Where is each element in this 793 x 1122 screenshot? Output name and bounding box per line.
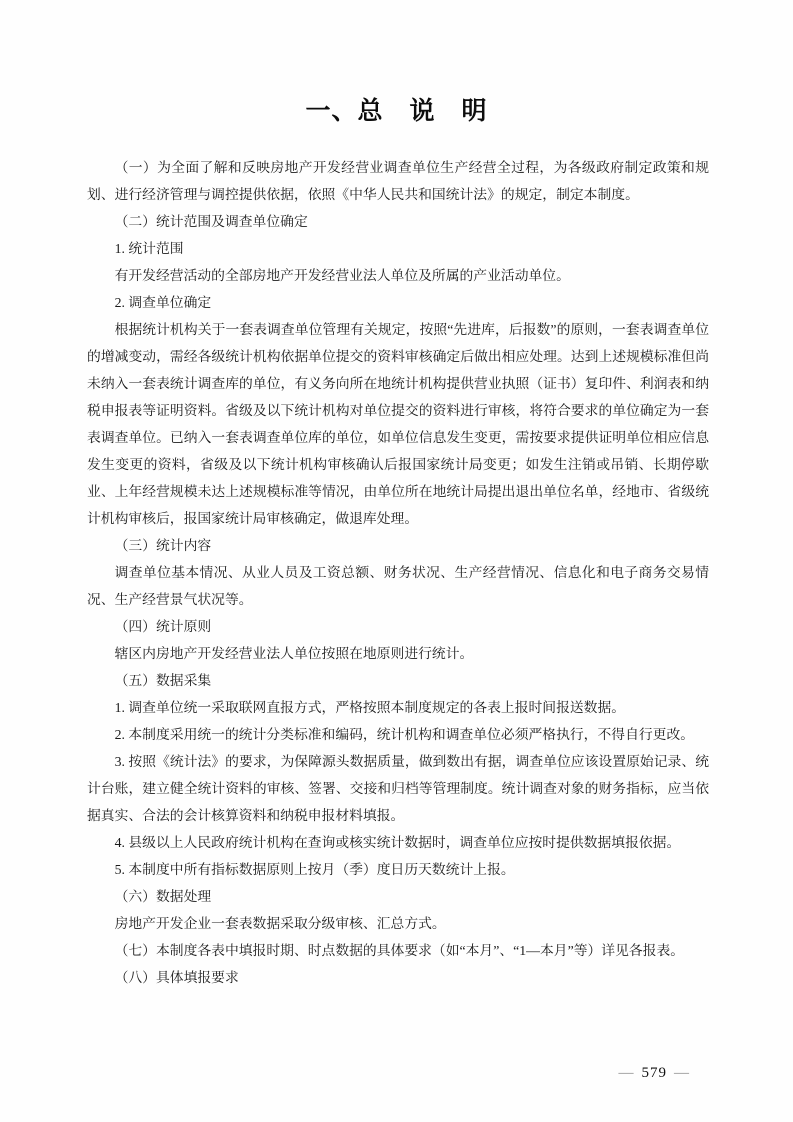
section-3-heading: （三）统计内容: [114, 538, 212, 553]
section-5-item-3: 3. 按照《统计法》的要求，为保障源头数据质量，做到数出有据，调查单位应该设置原始记录、统计台账，建立健全统计资料的审核、签署、交接和归档等管理制度。统计调查对象的财务指标，应当依据真实、合法的会计核算资料和纳税申报材料填报。: [87, 754, 709, 823]
subsection-2-1-heading: 1. 统计范围: [114, 241, 184, 256]
page-footer: [593, 1048, 698, 1099]
section-5-item-4: 4. 县级以上人民政府统计机构在查询或核实统计数据时，调查单位应按时提供数据填报依据。: [114, 835, 681, 850]
footer-right-dash: —: [674, 1065, 690, 1081]
section-3-body: 调查单位基本情况、从业人员及工资总额、财务状况、生产经营情况、信息化和电子商务交易情况、生产经营景气状况等。: [87, 565, 709, 607]
section-4-heading: （四）统计原则: [114, 619, 212, 634]
section-4-body: 辖区内房地产开发经营业法人单位按照在地原则进行统计。: [114, 646, 474, 661]
section-8-heading: （八）具体填报要求: [114, 970, 239, 985]
page-title: 一、总 说 明: [305, 97, 488, 125]
subsection-2-2-heading: 2. 调查单位确定: [114, 295, 212, 310]
footer-left-dash: —: [618, 1065, 635, 1081]
section-2-heading: （二）统计范围及调查单位确定: [114, 214, 308, 229]
section-5-item-5: 5. 本制度中所有指标数据原则上按月（季）度日历天数统计上报。: [114, 862, 515, 877]
subsection-2-2-body: 根据统计机构关于一套表调查单位管理有关规定，按照“先进库，后报数”的原则，一套表调查单位的增减变动，需经各级统计机构依据单位提交的资料审核确定后做出相应处理。达到上述规模标准但尚未纳入一套表统计调查库的单位，有义务向所在地统计机构提供营业执照（证书）复印件、利润表和纳税申报表等证明资料。省级及以下统计机构对单位提交的资料进行审核，将符合要求的单位确定为一套表调查单位。已纳入一套表调查单位库的单位，如单位信息发生变更，需按要求提供证明单位相应信息发生变更的资料，省级及以下统计机构审核确认后报国家统计局变更；如发生注销或吊销、长期停歇业、上年经营规模未达上述规模标准等情况，由单位所在地统计局提出退出单位名单，经地市、省级统计机构审核后，报国家统计局审核确定，做退库处理。: [87, 322, 709, 526]
document-body: [87, 154, 709, 991]
section-7-body: （七）本制度各表中填报时期、时点数据的具体要求（如“本月”、“1—本月”等）详见各报表。: [114, 943, 685, 958]
page-number: 579: [641, 1065, 667, 1081]
section-5-item-1: 1. 调查单位统一采取联网直报方式，严格按照本制度规定的各表上报时间报送数据。: [114, 700, 626, 715]
section-5-item-2: 2. 本制度采用统一的统计分类标准和编码，统计机构和调查单位必须严格执行，不得自行更改。: [114, 727, 695, 742]
section-6-heading: （六）数据处理: [114, 889, 212, 904]
section-6-body: 房地产开发企业一套表数据采取分级审核、汇总方式。: [114, 916, 446, 931]
subsection-2-1-body: 有开发经营活动的全部房地产开发经营业法人单位及所属的产业活动单位。: [114, 268, 570, 283]
section-5-heading: （五）数据采集: [114, 673, 212, 688]
para-1-purpose: （一）为全面了解和反映房地产开发经营业调查单位生产经营全过程，为各级政府制定政策和规划、进行经济管理与调控提供依据，依照《中华人民共和国统计法》的规定，制定本制度。: [87, 160, 709, 202]
